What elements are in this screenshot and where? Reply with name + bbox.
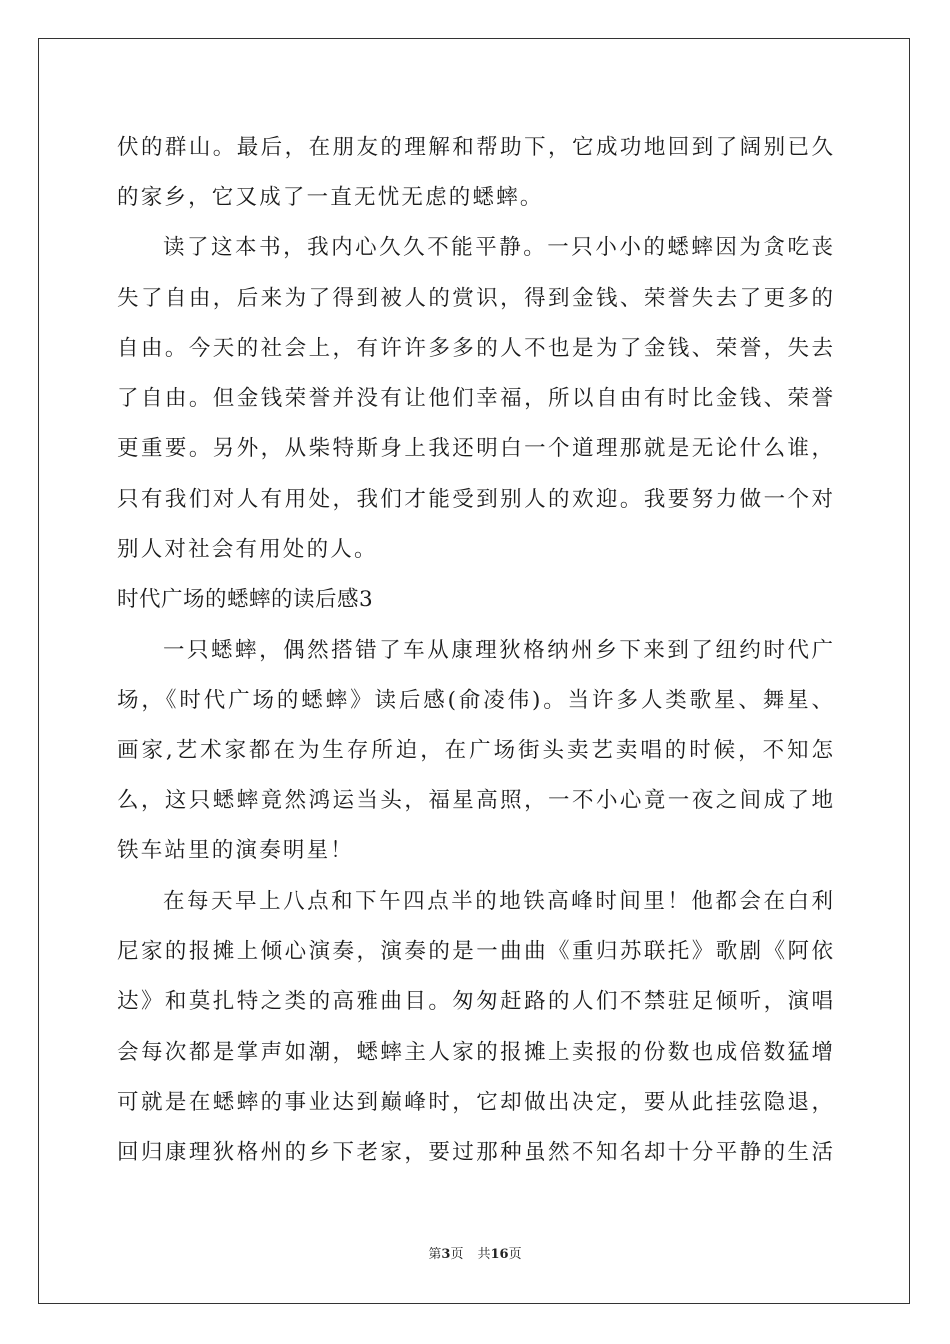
total-page-number: 16 <box>490 1247 509 1262</box>
footer-total-unit: 页 <box>508 1247 522 1262</box>
footer-prefix: 第 <box>428 1247 442 1262</box>
current-page-number: 3 <box>441 1247 451 1262</box>
paragraph-start-line: 在每天早上八点和下午四点半的地铁高峰时间里！他都会在白利 <box>163 889 833 914</box>
paragraph-start-line: 读了这本书，我内心久久不能平静。一只小小的蟋蟀因为贪吃丧 <box>163 235 833 260</box>
text-line: 达》和莫扎特之类的高雅曲目。匆匆赶路的人们不禁驻足倾听，演唱 <box>117 989 833 1014</box>
text-line: 可就是在蟋蟀的事业达到巅峰时，它却做出决定，要从此挂弦隐退， <box>117 1090 833 1115</box>
text-line: 尼家的报摊上倾心演奏，演奏的是一曲曲《重归苏联托》歌剧《阿依 <box>117 939 833 964</box>
footer-page-unit: 页 <box>450 1247 464 1262</box>
footer-total-prefix: 共 <box>477 1247 491 1262</box>
text-line: 别人对社会有用处的人。 <box>117 537 378 562</box>
text-line: 场，《时代广场的蟋蟀》读后感(俞凌伟)。当许多人类歌星、舞星、 <box>117 688 833 713</box>
text-line: 更重要。另外，从柴特斯身上我还明白一个道理那就是无论什么谁， <box>117 436 833 461</box>
text-line: 么，这只蟋蟀竟然鸿运当头，福星高照，一不小心竟一夜之间成了地 <box>117 788 833 813</box>
text-line: 的家乡，它又成了一直无忧无虑的蟋蟀。 <box>117 185 544 210</box>
page-footer <box>0 1246 950 1264</box>
paragraph-start-line: 一只蟋蟀，偶然搭错了车从康理狄格纳州乡下来到了纽约时代广 <box>163 638 833 663</box>
section-heading: 时代广场的蟋蟀的读后感3 <box>117 587 374 612</box>
text-line: 会每次都是掌声如潮，蟋蟀主人家的报摊上卖报的份数也成倍数猛增 <box>117 1040 833 1065</box>
text-line: 只有我们对人有用处，我们才能受到别人的欢迎。我要努力做一个对 <box>117 487 833 512</box>
text-line: 铁车站里的演奏明星！ <box>117 838 355 863</box>
text-line: 回归康理狄格州的乡下老家，要过那种虽然不知名却十分平静的生活 <box>117 1140 833 1165</box>
text-line: 自由。今天的社会上，有许许多多的人不也是为了金钱、荣誉，失去 <box>117 336 833 361</box>
text-line: 画家,艺术家都在为生存所迫，在广场街头卖艺卖唱的时候，不知怎 <box>117 738 833 763</box>
text-line: 了自由。但金钱荣誉并没有让他们幸福，所以自由有时比金钱、荣誉 <box>117 386 833 411</box>
text-line: 伏的群山。最后，在朋友的理解和帮助下，它成功地回到了阔别已久 <box>117 135 833 160</box>
text-line: 失了自由，后来为了得到被人的赏识，得到金钱、荣誉失去了更多的 <box>117 286 833 311</box>
